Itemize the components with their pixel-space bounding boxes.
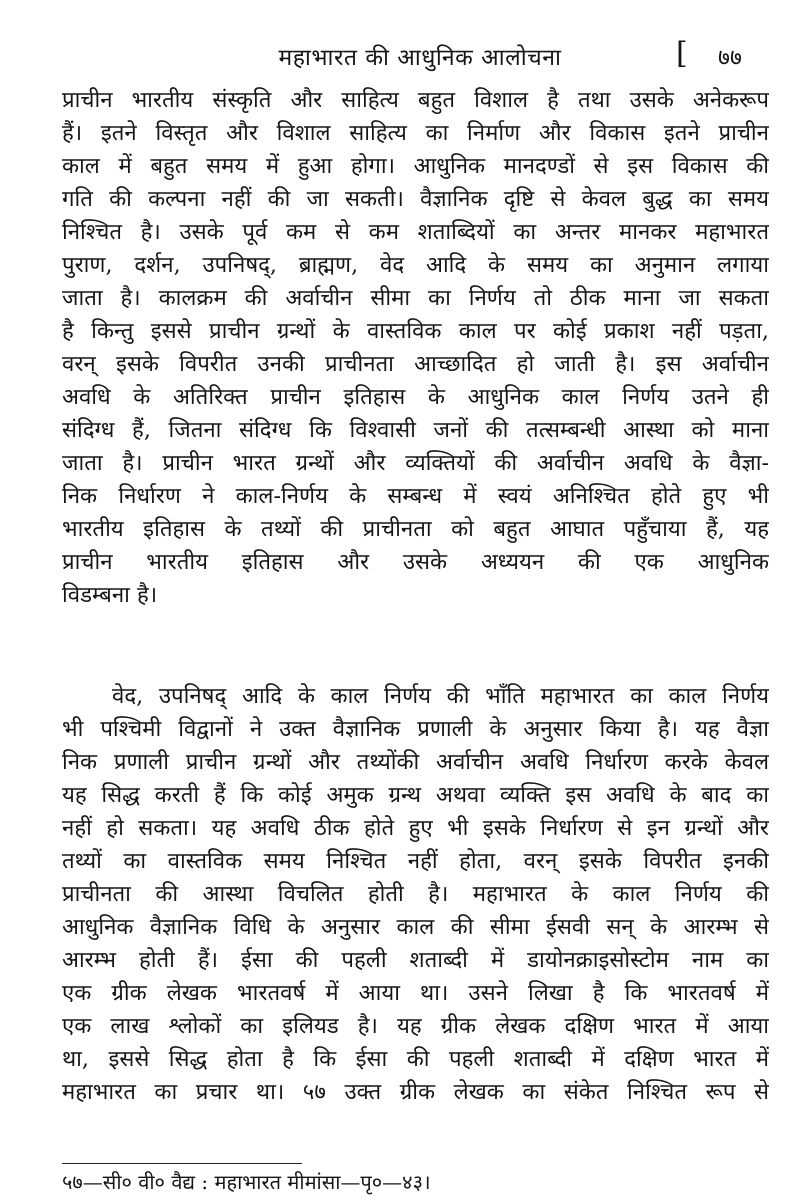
text-line: था, इससे सिद्ध होता है कि ईसा की पहली शताब्दी में दक्षिण भारत में (62, 1046, 769, 1072)
text-line: निश्चित है। उसके पूर्व कम से कम शताब्दियों का अन्तर मानकर महाभारत (62, 219, 769, 245)
text-line: संदिग्ध हैं, जितना संदिग्ध कि विश्वासी जनों की तत्सम्बन्धी आस्था को माना (62, 417, 769, 443)
text-line: निक प्रणाली प्राचीन ग्रन्थों और तथ्योंकी अर्वाचीन अवधि निर्धारण करके केवल (62, 749, 769, 775)
text-line: नहीं हो सकता। यह अवधि ठीक होते हुए भी इसके निर्धारण से इन ग्रन्थों और (62, 815, 769, 841)
text-line: जाता है। कालक्रम की अर्वाचीन सीमा का निर्णय तो ठीक माना जा सकता (62, 285, 769, 311)
footnote-divider (62, 1163, 302, 1164)
text-line: है किन्तु इससे प्राचीन ग्रन्थों के वास्तविक काल पर कोई प्रकाश नहीं पड़ता, (62, 318, 769, 344)
text-line: अवधि के अतिरिक्त प्राचीन इतिहास के आधुनिक काल निर्णय उतने ही (62, 384, 769, 410)
text-line: आरम्भ होती हैं। ईसा की पहली शताब्दी में डायोनक्राइसोस्टोम नाम का (62, 947, 769, 973)
text-line: महाभारत का प्रचार था। ५७ उक्त ग्रीक लेखक का संकेत निश्चित रूप से (62, 1079, 769, 1105)
text-line: प्राचीन भारतीय इतिहास और उसके अध्ययन की एक आधुनिक (62, 549, 769, 575)
running-title: महाभारत की आधुनिक आलोचना (278, 45, 562, 71)
header-bracket: [ (676, 36, 688, 71)
text-line: तथ्यों का वास्तविक समय निश्चित नहीं होता, वरन् इसके विपरीत इनकी (62, 848, 769, 874)
text-line: हैं। इतने विस्तृत और विशाल साहित्य का निर्माण और विकास इतने प्राचीन (62, 120, 769, 146)
text-line: भारतीय इतिहास के तथ्यों की प्राचीनता को बहुत आघात पहुँचाया हैं, यह (62, 516, 769, 542)
text-line: वेद, उपनिषद् आदि के काल निर्णय की भाँति महाभारत का काल निर्णय (112, 683, 769, 709)
text-line: काल में बहुत समय में हुआ होगा। आधुनिक मानदण्डों से इस विकास की (62, 153, 769, 179)
text-line: प्राचीन भारतीय संस्कृति और साहित्य बहुत विशाल है तथा उसके अनेकरूप (62, 87, 769, 113)
text-line: गति की कल्पना नहीं की जा सकती। वैज्ञानिक दृष्टि से केवल बुद्ध का समय (62, 186, 769, 212)
text-line: आधुनिक वैज्ञानिक विधि के अनुसार काल की सीमा ईसवी सन् के आरम्भ से (62, 914, 769, 940)
text-line: निक निर्धारण ने काल-निर्णय के सम्बन्ध में स्वयं अनिश्चित होते हुए भी (62, 483, 769, 509)
footnote: ५७—सी० वी० वैद्य : महाभारत मीमांसा—पृ०—४३। (62, 1170, 431, 1194)
paragraph-2 (62, 680, 769, 1109)
text-line: यह सिद्ध करती हैं कि कोई अमुक ग्रन्थ अथवा व्यक्ति इस अवधि के बाद का (62, 782, 769, 808)
text-line: भी पश्चिमी विद्वानों ने उक्त वैज्ञानिक प्रणाली के अनुसार किया है। यह वैज्ञा (62, 716, 769, 742)
text-line: एक ग्रीक लेखक भारतवर्ष में आया था। उसने लिखा है कि भारतवर्ष में (62, 980, 769, 1006)
text-line: प्राचीनता की आस्था विचलित होती है। महाभारत के काल निर्णय की (62, 881, 769, 907)
page-header (0, 36, 802, 80)
page-number: ७७ (718, 45, 742, 71)
text-line: जाता है। प्राचीन भारत ग्रन्थों और व्यक्तियों की अर्वाचीन अवधि के वैज्ञा- (62, 450, 769, 476)
text-line: विडम्बना है। (62, 582, 158, 608)
text-line: वरन् इसके विपरीत उनकी प्राचीनता आच्छादित हो जाती है। इस अर्वाचीन (62, 351, 769, 377)
paragraph-1 (62, 84, 769, 612)
text-line: पुराण, दर्शन, उपनिषद्, ब्राह्मण, वेद आदि के समय का अनुमान लगाया (62, 252, 769, 278)
text-line: एक लाख श्लोकों का इलियड है। यह ग्रीक लेखक दक्षिण भारत में आया (62, 1013, 769, 1039)
